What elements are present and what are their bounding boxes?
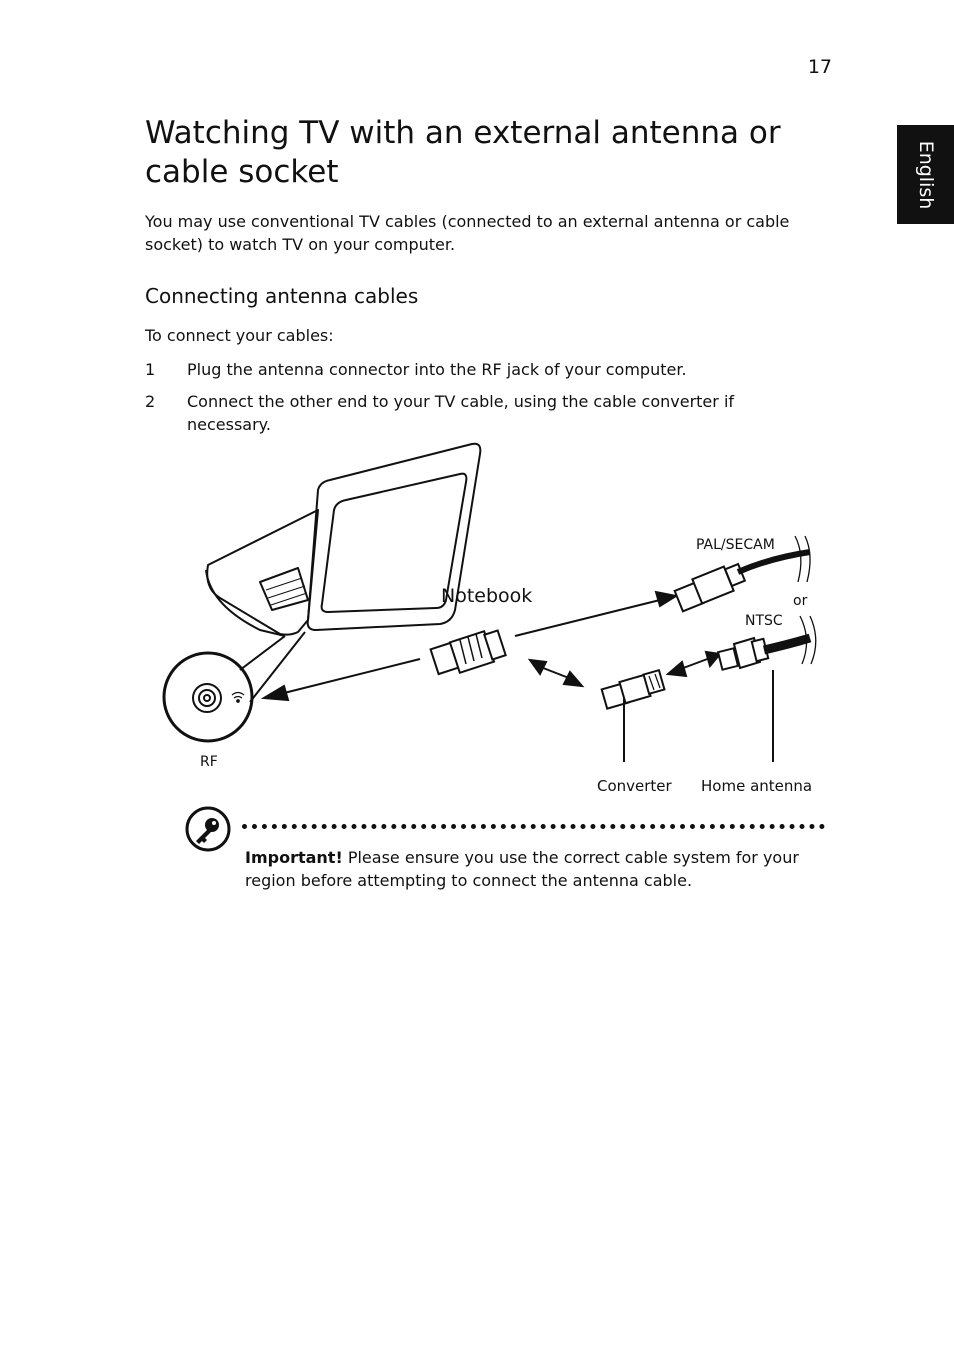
rf-label: RF [200, 754, 218, 770]
step-text: Plug the antenna connector into the RF jack of your computer. [187, 360, 687, 379]
key-icon [185, 806, 231, 852]
wireless-icon [232, 693, 244, 703]
important-note [245, 846, 835, 892]
antenna-connection-diagram [150, 440, 830, 805]
language-tab [897, 125, 954, 224]
keyboard [260, 568, 308, 610]
step-number: 1 [145, 360, 156, 379]
step-number: 2 [145, 392, 156, 411]
step-text: Connect the other end to your TV cable, using the cable converter if necessary. [187, 392, 735, 434]
home-antenna-label: Home antenna [701, 777, 813, 795]
laptop-base [207, 510, 318, 635]
cable-converter [602, 670, 665, 708]
section-heading: Connecting antenna cables [145, 284, 419, 308]
note-divider [242, 824, 825, 829]
antenna-plug [431, 630, 506, 674]
page-title: Watching TV with an external antenna or cable socket [145, 115, 781, 190]
converter-label: Converter [597, 777, 672, 795]
pal-secam-plug [675, 564, 745, 611]
important-label: Important! [245, 848, 343, 867]
page-number: 17 [807, 56, 832, 78]
important-text: Please ensure you use the correct cable system for your region before attempting to connect the antenna cable. [245, 848, 799, 890]
language-tab-label: English [914, 140, 937, 209]
intro-paragraph: You may use conventional TV cables (connected to an external antenna or cable socket) to watch TV on your computer. [145, 212, 790, 254]
or-label: or [793, 593, 808, 609]
notebook-label: Notebook [441, 585, 533, 607]
pal-secam-label: PAL/SECAM [696, 537, 775, 553]
ntsc-plug [718, 638, 768, 670]
steps-lead: To connect your cables: [145, 326, 334, 345]
ntsc-label: NTSC [745, 613, 783, 629]
